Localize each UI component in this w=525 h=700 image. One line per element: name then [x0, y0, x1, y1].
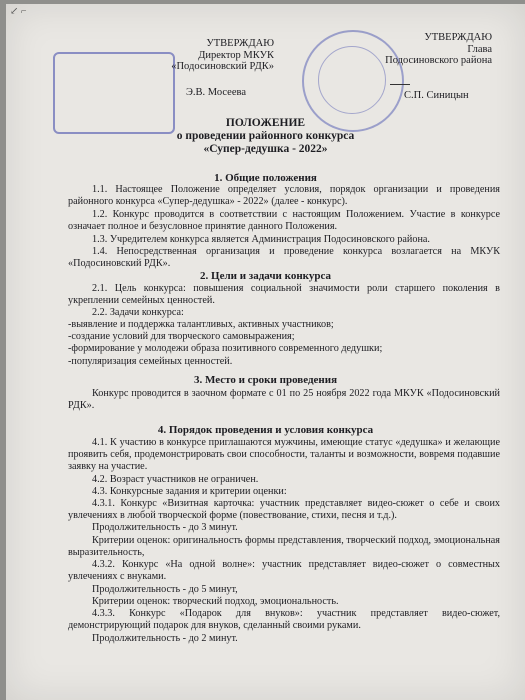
paragraph: 1.1. Настоящее Положение определяет условия, порядок организации и проведения районного конкурса «Супер-дедушка» - 2022» (далее - конкурс).	[68, 184, 500, 208]
paragraph: Конкурс проводится в заочном формате с 01 по 25 ноября 2022 года МКУК «Подосиновский РДК».	[68, 388, 500, 412]
paragraph: 1.3. Учредителем конкурса является Администрация Подосиновского района.	[92, 234, 430, 245]
section-heading: 3. Место и сроки проведения	[193, 374, 338, 386]
paragraph: Продолжительность - до 5 минут,	[92, 584, 238, 595]
paragraph: Критерии оценок: творческий подход, эмоциональность.	[92, 596, 339, 607]
document-page	[6, 4, 525, 700]
doc-subtitle: о проведении районного конкурса	[176, 130, 355, 142]
section-heading: 4. Порядок проведения и условия конкурса	[157, 424, 374, 436]
paragraph: 4.3.2. Конкурс «На одной волне»: участник представляет видео-сюжет о совместных увлечениях с внуками.	[68, 559, 500, 583]
paragraph: 2.2. Задачи конкурса:	[92, 307, 184, 318]
section-heading: 1. Общие положения	[214, 172, 317, 184]
approval-block-right	[384, 32, 492, 67]
approve-right-line: Подосиновского района	[385, 55, 492, 66]
signature-line	[390, 84, 410, 85]
paragraph: 4.1. К участию в конкурсе приглашаются мужчины, имеющие статус «дедушка» и желающие проявить себя, продемонстрировать свои способности, таланты и возможности, вовремя подавшие заявку на участие.	[68, 437, 500, 473]
section-heading: 2. Цели и задачи конкурса	[200, 270, 331, 282]
paragraph: 4.3.1. Конкурс «Визитная карточка: участник представляет видео-сюжет о себе и своих увлечениях в любой творческой форме (повествование, стихи, песня и т.д.).	[68, 498, 500, 522]
approve-right-line: Глава	[467, 43, 492, 55]
approve-left-line: УТВЕРЖДАЮ	[206, 38, 274, 49]
task-list: -выявление и поддержка талантливых, активных участников; -создание условий для творческого самовыражения; -формирование у молодежи образа позитивного современного дедушки; -популяризация семейных ценностей.	[68, 319, 383, 367]
paragraph: 2.1. Цель конкурса: повышения социальной значимости роли старшего поколения в укреплении семейных ценностей.	[68, 283, 500, 307]
paragraph: 4.2. Возраст участников не ограничен.	[92, 474, 259, 485]
approve-left-line: «Подосиновский РДК»	[171, 61, 274, 72]
corner-mark: ↙ ⌐	[10, 6, 27, 17]
paragraph: 1.4. Непосредственная организация и проведение конкурса возлагается на МКУК «Подосиновский РДК».	[68, 246, 500, 270]
doc-title: ПОЛОЖЕНИЕ	[225, 117, 306, 129]
approve-right-signature-name: С.П. Синицын	[404, 90, 469, 101]
paragraph: Критерии оценок: оригинальность формы представления, творческий подход, эмоциональная выразительность,	[68, 535, 500, 559]
paragraph: Продолжительность - до 2 минут.	[92, 633, 238, 644]
paragraph: 1.2. Конкурс проводится в соответствии с настоящим Положением. Участие в конкурсе означает полное и безусловное принятие данного Положения.	[68, 209, 500, 233]
doc-subtitle-name: «Супер-дедушка - 2022»	[203, 143, 328, 155]
approve-left-line: Директор МКУК	[198, 49, 274, 61]
paragraph: 4.3. Конкурсные задания и критерии оценки:	[92, 486, 287, 497]
approve-left-signature-name: Э.В. Мосеева	[186, 87, 246, 98]
paragraph: Продолжительность - до 3 минут.	[92, 522, 238, 533]
approve-right-line: УТВЕРЖДАЮ	[424, 32, 492, 43]
approval-block-left	[148, 38, 274, 73]
paragraph: 4.3.3. Конкурс «Подарок для внуков»: участник представляет видео-сюжет, демонстрирующий подарок для внуков, сделанный своими руками.	[68, 608, 500, 632]
